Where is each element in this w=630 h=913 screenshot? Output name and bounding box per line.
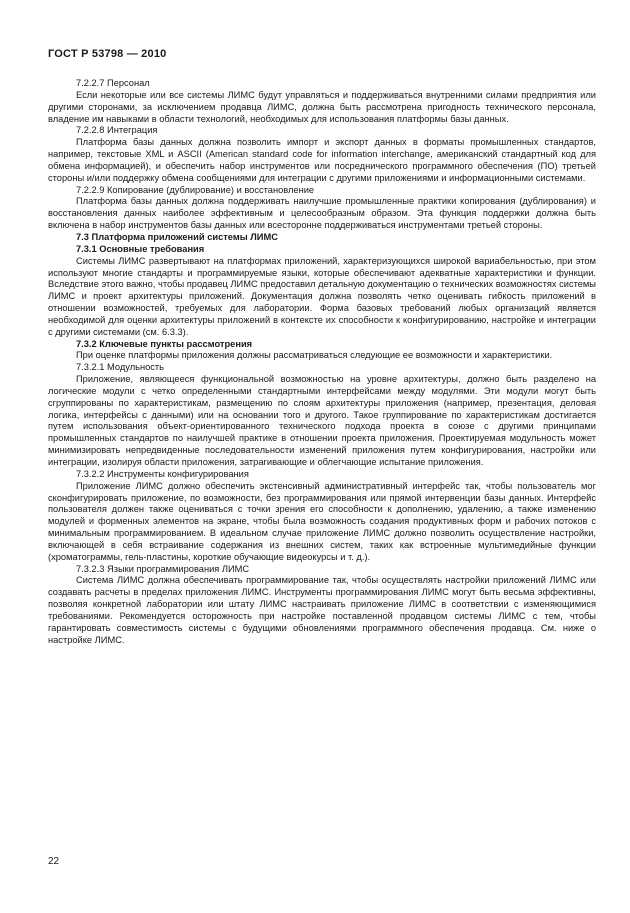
paragraph: Приложение, являющееся функциональной возможностью на уровне архитектуры, должно быть разделено на логические модули с четко определенными стандартными интерфейсами между модулями. Эти модули могут быть сгруппированы по характеристикам, размещению по слоям архитектуры приложения (например, презентация, деловая логика, интерфейсы с данными) или на основании того и другого. Такое группирование по характеристикам достигается путем использования объект-ориентированного технического подхода проекта в союзе с другими принципами промышленных стандартов по наилучшей практике в отношении проекта приложения. Проектируемая модульность может минимизировать непредвиденные последовательности изменений приложения путем конфигурирования, настройки или интеграции, изолируя области приложения, затрагивающие и облегчающие испытание приложения. [48,374,596,467]
section-heading-7-2-2-8: 7.2.2.8 Интеграция [76,125,158,136]
page-number: 22 [48,856,60,867]
section-heading-7-3: 7.3 Платформа приложений системы ЛИМС [76,231,278,242]
section-heading-7-3-2: 7.3.2 Ключевые пункты рассмотрения [76,338,253,349]
paragraph: Платформа базы данных должна поддерживать наилучшие промышленные практики копирования (дублирования) и восстановления данных наиболее эффективным и целесообразным образом. Эта функция поддержки должна быть включена в набор инструментов базы данных или всесторонне поддерживаться инструментами третьей стороны. [48,196,596,231]
paragraph: Системы ЛИМС развертывают на платформах приложений, характеризующихся широкой вариабельностью, при этом используют многие стандарты и программируемые языки, которые обеспечивают адекватные характеристики и функции. Вследствие этого важно, чтобы продавец ЛИМС предоставил детальную документацию о технических возможностях системы ЛИМС и проект архитектуры приложений. Документация должна позволять четко оценивать гибкость приложений в отношении возможностей, требуемых для лаборатории. Форма базовых требований любых организаций является необходимой для оценки архитектуры приложений в контексте их способности к конфигурированию, настройке и интеграции с другими системами (см. 6.3.3). [48,255,596,337]
section-heading-7-2-2-7: 7.2.2.7 Персонал [76,78,150,88]
document-code-header: ГОСТ Р 53798 — 2010 [48,48,167,60]
document-body [48,78,596,647]
paragraph: Система ЛИМС должна обеспечивать программирование так, чтобы осуществлять настройки приложений ЛИМС или создавать расчеты в пределах приложения ЛИМС. Инструменты программирования ЛИМС могут быть весьма эффективны, позволяя конкретной лаборатории или штату ЛИМС настраивать приложение ЛИМС в соответствии с изменяющимися требованиями. Рекомендуется осторожность при настройке поставленной продавцом системы ЛИМС с тем, чтобы гарантировать совместимость системы с будущими обновлениями программного обеспечения продавца. См. ниже о настройке ЛИМС. [48,575,596,645]
section-heading-7-3-2-3: 7.3.2.3 Языки программирования ЛИМС [76,563,250,574]
section-heading-7-3-2-2: 7.3.2.2 Инструменты конфигурирования [76,468,249,479]
section-heading-7-3-2-1: 7.3.2.1 Модульность [76,362,165,373]
paragraph: При оценке платформы приложения должны рассматриваться следующие ее возможности и характеристики. [76,350,553,361]
paragraph: Если некоторые или все системы ЛИМС будут управляться и поддерживаться внутренними силами предприятия или другими сторонами, за исключением продавца ЛИМС, должна быть рассмотрена пригодность технического персонала, владение им навыками в области технологий, необходимых для использования платформы базы данных. [48,89,596,124]
paragraph: Платформа базы данных должна позволить импорт и экспорт данных в форматы промышленных стандартов, например, текстовые XML и ASCII (American standard code for information interchange, американский стандартный код для обмена информацией), и обеспечить набор инструментов или посреднического программного обеспечения (ПО) третьей стороны и/или поддержку обмена сообщениями для интеграции с другими приложениями и информационными системами. [48,137,596,183]
section-heading-7-2-2-9: 7.2.2.9 Копирование (дублирование) и восстановление [76,184,315,195]
section-heading-7-3-1: 7.3.1 Основные требования [76,243,205,254]
paragraph: Приложение ЛИМС должно обеспечить экстенсивный административный интерфейс так, чтобы пользователь мог сконфигурировать приложение, по возможности, без программирования или прямой интервенции базы данных. Интерфейс пользователя должен также оцениваться с точки зрения его способности к дополнению, удалению, а также изменению модулей и форменных элементов на экране, чтобы была возможность создания продуктивных форм и рабочих потоков с минимальным программированием. В идеальном случае приложение ЛИМС должно позволить осуществление настройки, включающей в себя встраивание содержания из внешних систем, таких как встроенные мультимедийные функции (хроматограммы, гель-пластины, короткие обучающие видеокурсы и т. д.). [48,480,596,562]
